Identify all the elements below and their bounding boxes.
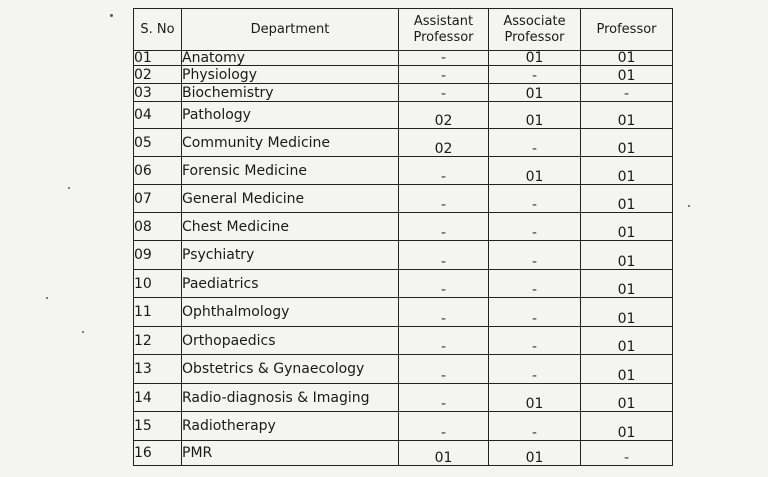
row-sno: 02 bbox=[134, 66, 182, 84]
row-sno: 15 bbox=[134, 412, 182, 441]
row-professor: 01 bbox=[581, 102, 673, 129]
header-department: Department bbox=[182, 9, 399, 51]
row-assistant-professor: 02 bbox=[399, 129, 489, 157]
row-sno: 12 bbox=[134, 327, 182, 355]
row-sno: 09 bbox=[134, 241, 182, 270]
table-row bbox=[134, 84, 673, 102]
row-sno: 10 bbox=[134, 270, 182, 298]
header-professor: Professor bbox=[581, 9, 673, 51]
row-associate-professor: 01 bbox=[489, 84, 581, 102]
row-sno: 04 bbox=[134, 102, 182, 129]
row-associate-professor: 01 bbox=[489, 102, 581, 129]
table-row bbox=[134, 270, 673, 298]
scan-speck bbox=[688, 205, 690, 207]
row-assistant-professor: 02 bbox=[399, 102, 489, 129]
row-assistant-professor: - bbox=[399, 384, 489, 412]
row-assistant-professor: - bbox=[399, 412, 489, 441]
table-row bbox=[134, 157, 673, 185]
row-associate-professor: - bbox=[489, 298, 581, 327]
row-sno: 13 bbox=[134, 355, 182, 384]
row-assistant-professor: - bbox=[399, 241, 489, 270]
row-professor: 01 bbox=[581, 298, 673, 327]
table-row bbox=[134, 51, 673, 66]
row-assistant-professor: - bbox=[399, 270, 489, 298]
row-assistant-professor: - bbox=[399, 66, 489, 84]
header-associate-professor: Associate Professor bbox=[489, 9, 581, 51]
row-professor: 01 bbox=[581, 157, 673, 185]
row-department: Paediatrics bbox=[182, 270, 399, 298]
row-associate-professor: 01 bbox=[489, 384, 581, 412]
row-professor: 01 bbox=[581, 327, 673, 355]
table-row bbox=[134, 241, 673, 270]
row-professor: 01 bbox=[581, 270, 673, 298]
row-professor: 01 bbox=[581, 129, 673, 157]
row-associate-professor: 01 bbox=[489, 157, 581, 185]
row-assistant-professor: - bbox=[399, 355, 489, 384]
table-row bbox=[134, 66, 673, 84]
table-row bbox=[134, 185, 673, 213]
row-associate-professor: - bbox=[489, 213, 581, 241]
row-sno: 05 bbox=[134, 129, 182, 157]
row-associate-professor: - bbox=[489, 270, 581, 298]
scan-speck bbox=[82, 331, 84, 333]
row-department: Ophthalmology bbox=[182, 298, 399, 327]
row-sno: 08 bbox=[134, 213, 182, 241]
table-header-row bbox=[134, 9, 673, 51]
header-sno: S. No bbox=[134, 9, 182, 51]
row-department: Radio-diagnosis & Imaging bbox=[182, 384, 399, 412]
row-associate-professor: - bbox=[489, 66, 581, 84]
row-department: Obstetrics & Gynaecology bbox=[182, 355, 399, 384]
table-row bbox=[134, 355, 673, 384]
row-department: Radiotherapy bbox=[182, 412, 399, 441]
row-department: Psychiatry bbox=[182, 241, 399, 270]
row-assistant-professor: - bbox=[399, 298, 489, 327]
row-professor: 01 bbox=[581, 412, 673, 441]
row-department: Pathology bbox=[182, 102, 399, 129]
row-sno: 07 bbox=[134, 185, 182, 213]
row-assistant-professor: - bbox=[399, 157, 489, 185]
row-associate-professor: - bbox=[489, 355, 581, 384]
table-row bbox=[134, 213, 673, 241]
table-row bbox=[134, 129, 673, 157]
row-department: General Medicine bbox=[182, 185, 399, 213]
row-professor: 01 bbox=[581, 241, 673, 270]
row-professor: 01 bbox=[581, 51, 673, 66]
scan-speck bbox=[46, 297, 48, 299]
table-row bbox=[134, 441, 673, 466]
row-assistant-professor: - bbox=[399, 51, 489, 66]
row-assistant-professor: 01 bbox=[399, 441, 489, 466]
table-row bbox=[134, 298, 673, 327]
row-associate-professor: - bbox=[489, 241, 581, 270]
row-associate-professor: - bbox=[489, 412, 581, 441]
table-row bbox=[134, 412, 673, 441]
scan-speck bbox=[110, 14, 113, 17]
row-professor: 01 bbox=[581, 355, 673, 384]
row-department: Physiology bbox=[182, 66, 399, 84]
department-posts-table bbox=[133, 8, 673, 466]
table-row bbox=[134, 327, 673, 355]
row-department: Chest Medicine bbox=[182, 213, 399, 241]
row-professor: - bbox=[581, 441, 673, 466]
scan-speck bbox=[68, 187, 70, 189]
row-assistant-professor: - bbox=[399, 185, 489, 213]
row-department: Orthopaedics bbox=[182, 327, 399, 355]
header-assistant-professor: Assistant Professor bbox=[399, 9, 489, 51]
row-professor: 01 bbox=[581, 185, 673, 213]
row-department: PMR bbox=[182, 441, 399, 466]
row-professor: 01 bbox=[581, 213, 673, 241]
row-sno: 11 bbox=[134, 298, 182, 327]
row-department: Forensic Medicine bbox=[182, 157, 399, 185]
row-assistant-professor: - bbox=[399, 84, 489, 102]
row-sno: 03 bbox=[134, 84, 182, 102]
row-department: Community Medicine bbox=[182, 129, 399, 157]
row-associate-professor: 01 bbox=[489, 51, 581, 66]
row-assistant-professor: - bbox=[399, 327, 489, 355]
row-sno: 01 bbox=[134, 51, 182, 66]
row-associate-professor: - bbox=[489, 129, 581, 157]
row-sno: 06 bbox=[134, 157, 182, 185]
row-professor: 01 bbox=[581, 384, 673, 412]
row-department: Biochemistry bbox=[182, 84, 399, 102]
row-associate-professor: - bbox=[489, 185, 581, 213]
table-row bbox=[134, 102, 673, 129]
row-sno: 14 bbox=[134, 384, 182, 412]
row-associate-professor: 01 bbox=[489, 441, 581, 466]
row-sno: 16 bbox=[134, 441, 182, 466]
row-professor: - bbox=[581, 84, 673, 102]
row-assistant-professor: - bbox=[399, 213, 489, 241]
row-associate-professor: - bbox=[489, 327, 581, 355]
table-row bbox=[134, 384, 673, 412]
row-professor: 01 bbox=[581, 66, 673, 84]
row-department: Anatomy bbox=[182, 51, 399, 66]
